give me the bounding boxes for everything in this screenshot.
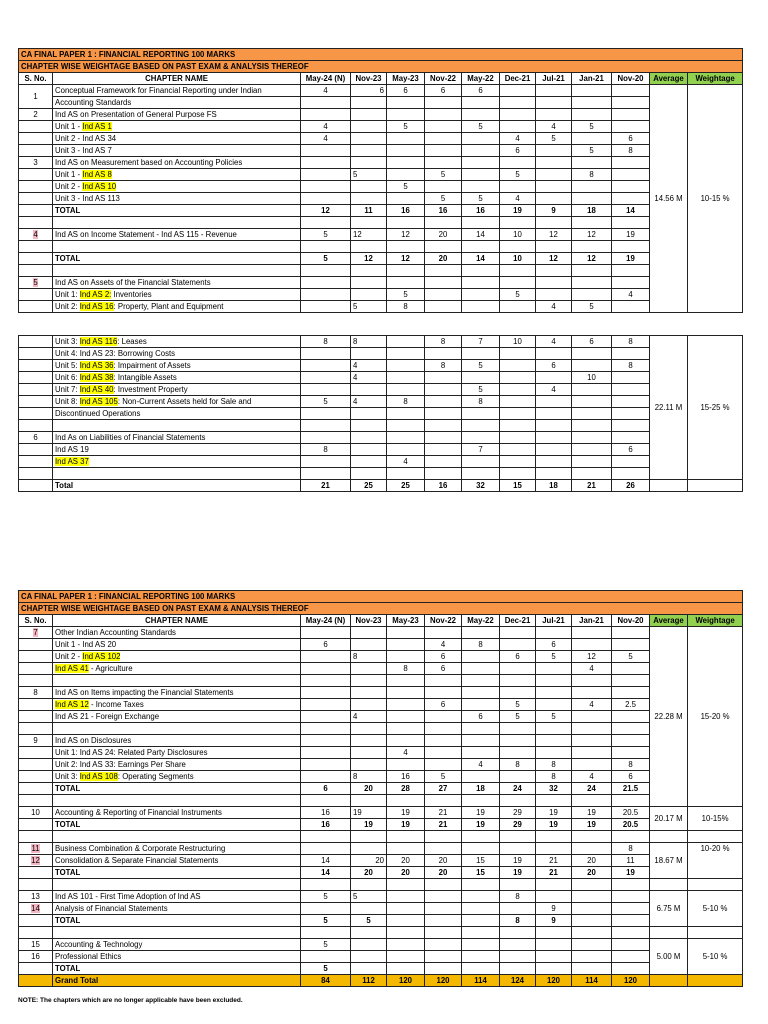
average-cell: 6.75 M — [650, 891, 688, 927]
table-row: 3 Ind AS on Measurement based on Accounting Policies — [19, 157, 743, 169]
table-row: Unit 2: Ind AS 33: Earnings Per Share 4 8 8 8 — [19, 759, 743, 771]
table-row: Discontinued Operations — [19, 408, 743, 420]
total-row: TOTAL 12 11 16 16 16 19 9 18 14 — [19, 205, 743, 217]
table-row: Unit 1 - Ind AS 20 6 4 8 6 — [19, 639, 743, 651]
table-row: 6 Ind As on Liabilities of Financial Statements — [19, 432, 743, 444]
spacer-row — [19, 468, 743, 480]
table-row: Unit 5: Ind AS 36: Impairment of Assets 4 8 5 6 8 — [19, 360, 743, 372]
weightage-cell: 15-20 % — [688, 627, 743, 807]
weightage-cell: 15-25 % — [688, 336, 743, 480]
weightage-cell: 10-15% — [688, 807, 743, 831]
table-row: Unit 1: Ind AS 2: Inventories 5 5 4 — [19, 289, 743, 301]
table-row: 7 Other Indian Accounting Standards 22.28 M 15-20 % — [19, 627, 743, 639]
table-row: 4 Ind AS on Income Statement - Ind AS 115 - Revenue 5 12 12 20 14 10 12 12 19 — [19, 229, 743, 241]
table-row: Unit 2 - Ind AS 10 5 — [19, 181, 743, 193]
total-row: TOTAL 6 20 28 27 18 24 32 24 21.5 — [19, 783, 743, 795]
table-row: Ind AS 21 - Foreign Exchange 4 6 5 5 — [19, 711, 743, 723]
table-row: 5 Ind AS on Assets of the Financial Statements — [19, 277, 743, 289]
weightage-cell: 10-20 % — [688, 843, 743, 879]
spacer-row — [19, 831, 743, 843]
table-row: 10 Accounting & Reporting of Financial Instruments 16 19 19 21 19 29 19 19 20.5 20.17 M 10-15% — [19, 807, 743, 819]
sheet-subtitle-2: CHAPTER WISE WEIGHTAGE BASED ON PAST EXAM & ANALYSIS THEREOF — [19, 603, 743, 615]
table-row: Unit 4: Ind AS 23: Borrowing Costs — [19, 348, 743, 360]
weightage-table-part-2 — [18, 590, 742, 987]
table-row: 13 Ind AS 101 - First Time Adoption of Ind AS 5 5 8 6.75 M 5-10 % — [19, 891, 743, 903]
total-row: Total 21 25 25 16 32 15 18 21 26 — [19, 480, 743, 492]
table-row: Unit 2 - Ind AS 102 8 6 6 5 12 5 — [19, 651, 743, 663]
spacer-row — [19, 420, 743, 432]
table-row: 8 Ind AS on Items impacting the Financial Statements — [19, 687, 743, 699]
spacer-row — [19, 927, 743, 939]
header-row: S. No. CHAPTER NAME May-24 (N) Nov-23 May-23 Nov-22 May-22 Dec-21 Jul-21 Jan-21 Nov-20 Average Weightage — [19, 615, 743, 627]
table-row: Unit 3 - Ind AS 113 5 5 4 — [19, 193, 743, 205]
table-row: Unit 3 - Ind AS 7 6 5 8 — [19, 145, 743, 157]
spacer-row — [19, 795, 743, 807]
footnote: NOTE: The chapters which are no longer applicable have been excluded. — [18, 997, 243, 1004]
grand-total-row: Grand Total 84 112 120 120 114 124 120 114 120 — [19, 975, 743, 987]
spacer-row — [19, 879, 743, 891]
table-row: Unit 3: Ind AS 116: Leases 8 8 8 7 10 4 6 8 22.11 M 15-25 % — [19, 336, 743, 348]
table-row: Unit 1 - Ind AS 1 4 5 5 4 5 — [19, 121, 743, 133]
table-row: Unit 2 - Ind AS 34 4 4 5 6 — [19, 133, 743, 145]
spacer-row — [19, 723, 743, 735]
table-row: Ind AS 12 - Income Taxes 6 5 4 2.5 — [19, 699, 743, 711]
table-row: Unit 1: Ind AS 24: Related Party Disclosures 4 — [19, 747, 743, 759]
sheet-subtitle: CHAPTER WISE WEIGHTAGE BASED ON PAST EXAM & ANALYSIS THEREOF — [19, 61, 743, 73]
table-row: Unit 3: Ind AS 108: Operating Segments 8 16 5 8 4 6 — [19, 771, 743, 783]
average-cell: 5.00 M — [650, 939, 688, 975]
spacer-row — [19, 265, 743, 277]
table-row: 15 Accounting & Technology 5 5.00 M 5-10 % — [19, 939, 743, 951]
table-row: Unit 8: Ind AS 105: Non-Current Assets held for Sale and 5 4 8 8 — [19, 396, 743, 408]
total-row: TOTAL 5 12 12 20 14 10 12 12 19 — [19, 253, 743, 265]
average-cell: 18.67 M — [650, 843, 688, 879]
weightage-cell: 5-10 % — [688, 939, 743, 975]
total-row: TOTAL 16 19 19 21 19 29 19 19 20.5 — [19, 819, 743, 831]
total-row: TOTAL 14 20 20 20 15 19 21 20 19 — [19, 867, 743, 879]
table-row: Unit 1 - Ind AS 8 5 5 5 8 — [19, 169, 743, 181]
header-row: S. No. CHAPTER NAME May-24 (N) Nov-23 May-23 Nov-22 May-22 Dec-21 Jul-21 Jan-21 Nov-20 Average Weightage — [19, 73, 743, 85]
table-row: Ind AS 37 4 — [19, 456, 743, 468]
average-cell: 14.56 M — [650, 85, 688, 313]
sheet-title: CA FINAL PAPER 1 : FINANCIAL REPORTING 100 MARKS — [19, 49, 743, 61]
total-row: TOTAL 5 — [19, 963, 743, 975]
weightage-cell: 5-10 % — [688, 891, 743, 927]
table-row: Ind AS 41 - Agriculture 8 6 4 — [19, 663, 743, 675]
spacer-row — [19, 241, 743, 253]
weightage-cell: 10-15 % — [688, 85, 743, 313]
table-row: Unit 6: Ind AS 38: Intangible Assets 4 10 — [19, 372, 743, 384]
table-row: Accounting Standards — [19, 97, 743, 109]
table-row: 16 Professional Ethics — [19, 951, 743, 963]
spacer-row — [19, 217, 743, 229]
average-cell: 22.28 M — [650, 627, 688, 807]
sheet-title-2: CA FINAL PAPER 1 : FINANCIAL REPORTING 100 MARKS — [19, 591, 743, 603]
spacer-row — [19, 675, 743, 687]
table-row: Unit 7: Ind AS 40: Investment Property 5 4 — [19, 384, 743, 396]
table-row: 1 Conceptual Framework for Financial Reporting under Indian 4 6 6 6 6 14.56 M 10-15 % — [19, 85, 743, 97]
average-cell: 20.17 M — [650, 807, 688, 831]
table-row: 2 Ind AS on Presentation of General Purpose FS — [19, 109, 743, 121]
weightage-table-part-1 — [18, 48, 742, 313]
table-row: 12 Consolidation & Separate Financial Statements 14 20 20 20 15 19 21 20 11 — [19, 855, 743, 867]
table-row: Unit 2: Ind AS 16: Property, Plant and Equipment 5 8 4 5 — [19, 301, 743, 313]
table-row: 14 Analysis of Financial Statements 9 — [19, 903, 743, 915]
average-cell: 22.11 M — [650, 336, 688, 480]
table-row: Ind AS 19 8 7 6 — [19, 444, 743, 456]
table-row: 11 Business Combination & Corporate Restructuring 8 18.67 M 10-20 % — [19, 843, 743, 855]
weightage-table-part-1-cont — [18, 335, 742, 492]
table-row: 9 Ind AS on Disclosures — [19, 735, 743, 747]
total-row: TOTAL 5 5 8 9 — [19, 915, 743, 927]
